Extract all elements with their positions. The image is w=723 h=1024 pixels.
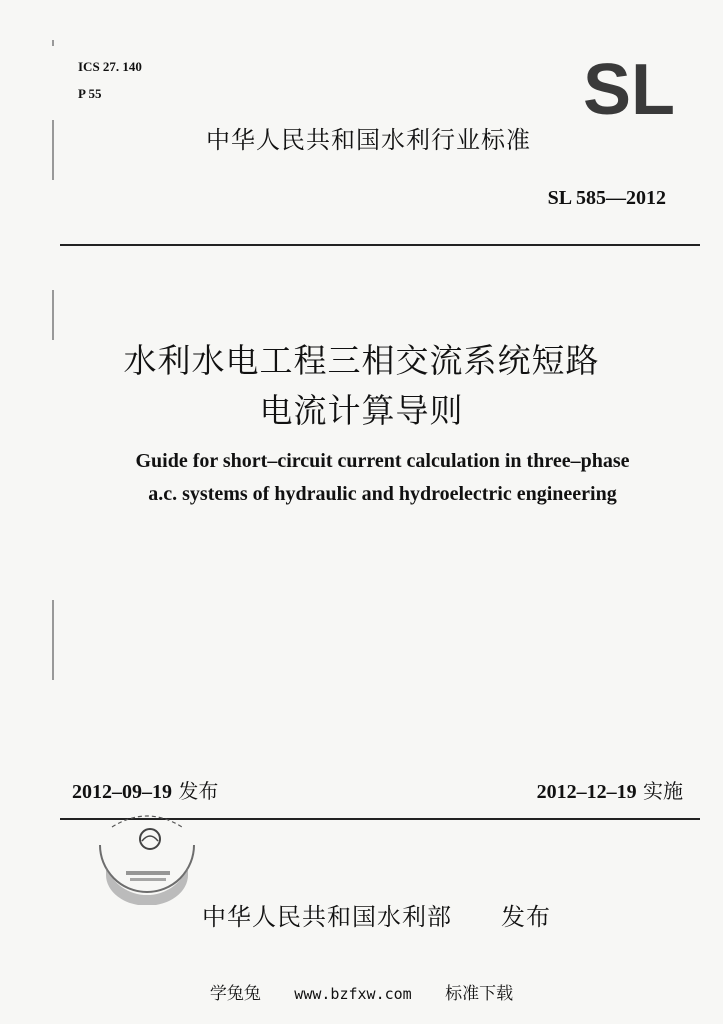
scan-mark — [52, 600, 54, 680]
title-zh-line1: 水利水电工程三相交流系统短路 — [123, 341, 600, 380]
seal-stamp — [92, 805, 202, 905]
ccs-code: P 55 — [78, 86, 102, 101]
footer-tagline: 标准下载 — [445, 984, 514, 1004]
issue-label: 发布 — [178, 779, 219, 803]
implement-date-block — [537, 781, 683, 802]
implement-date: 2012–12–19 — [536, 781, 637, 803]
sl-logo — [575, 62, 687, 118]
footer-site-name: 学兔兔 — [209, 984, 261, 1004]
title-zh-line2: 电流计算导则 — [259, 391, 464, 430]
scan-mark — [52, 40, 54, 46]
industry-standard-title: 中华人民共和国水利行业标准 — [206, 126, 531, 154]
publisher-organization: 中华人民共和国水利部 — [202, 903, 452, 931]
issue-date: 2012–09–19 — [72, 781, 172, 803]
scan-mark — [52, 290, 54, 340]
implement-label: 实施 — [643, 779, 683, 803]
issue-date-block — [72, 781, 218, 802]
title-en-line1: Guide for short–circuit current calculation in three–phase — [135, 450, 630, 472]
standard-number: SL 585—2012 — [547, 187, 666, 209]
publisher-action: 发布 — [501, 903, 551, 931]
title-en-line2: a.c. systems of hydraulic and hydroelectric engineering — [148, 483, 617, 505]
ics-code: ICS 27. 140 — [78, 59, 142, 74]
sl-logo-text: SL — [582, 62, 676, 118]
footer-url-link[interactable]: www.bzfxw.com — [294, 985, 412, 1003]
footer — [0, 986, 723, 1003]
top-divider — [60, 244, 700, 246]
scan-mark — [52, 120, 54, 180]
